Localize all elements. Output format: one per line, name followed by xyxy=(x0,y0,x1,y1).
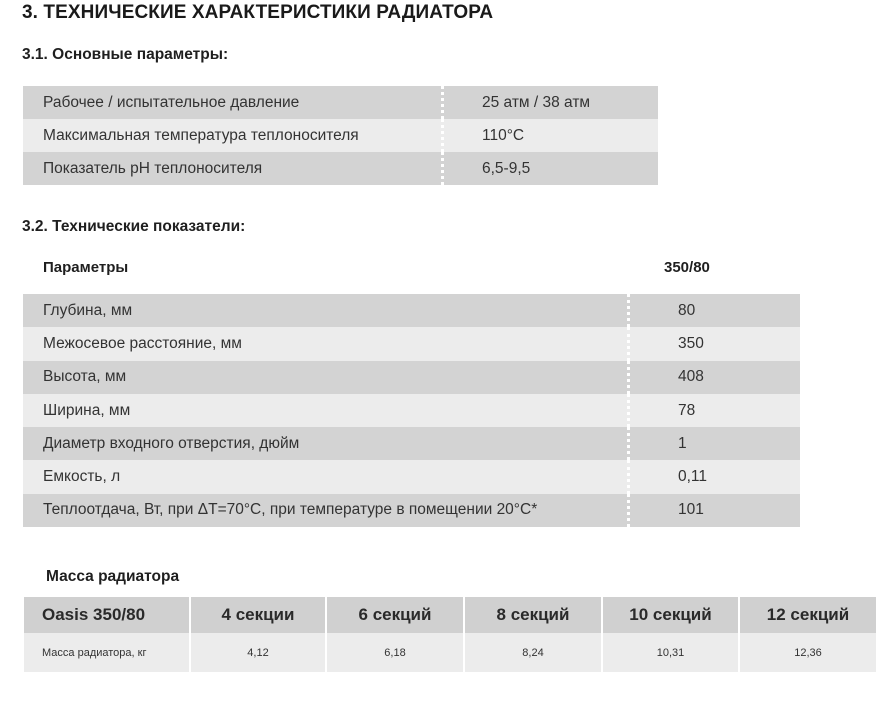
table-row xyxy=(23,361,800,394)
technical-indicators-table xyxy=(23,294,800,527)
param-label: Показатель рН теплоносителя xyxy=(23,152,443,185)
param-label: Емкость, л xyxy=(23,460,629,493)
column-header: 6 секций xyxy=(326,597,464,633)
param-value: 80 xyxy=(629,294,801,327)
mass-value: 6,18 xyxy=(326,633,464,672)
section-1-title: 3.1. Основные параметры: xyxy=(22,46,229,63)
table-row xyxy=(23,494,800,527)
param-label: Теплоотдача, Вт, при ΔТ=70°С, при температуре в помещении 20°С* xyxy=(23,494,629,527)
param-value: 408 xyxy=(629,361,801,394)
table-row xyxy=(23,394,800,427)
param-value: 6,5-9,5 xyxy=(443,152,659,185)
table-row xyxy=(23,427,800,460)
param-value: 25 атм / 38 атм xyxy=(443,86,659,119)
radiator-mass-table xyxy=(24,597,876,672)
param-label: Межосевое расстояние, мм xyxy=(23,327,629,360)
param-value: 0,11 xyxy=(629,460,801,493)
param-value: 78 xyxy=(629,394,801,427)
param-value: 350 xyxy=(629,327,801,360)
row-label: Масса радиатора, кг xyxy=(24,633,190,672)
param-label: Диаметр входного отверстия, дюйм xyxy=(23,427,629,460)
param-label: Максимальная температура теплоносителя xyxy=(23,119,443,152)
column-header: 4 секции xyxy=(190,597,326,633)
document-heading: 3. ТЕХНИЧЕСКИЕ ХАРАКТЕРИСТИКИ РАДИАТОРА xyxy=(22,2,494,23)
table-row xyxy=(23,119,658,152)
column-header: 10 секций xyxy=(602,597,739,633)
param-label: Глубина, мм xyxy=(23,294,629,327)
column-header: 12 секций xyxy=(739,597,876,633)
section-3-title: Масса радиатора xyxy=(46,568,180,585)
table-header-row xyxy=(24,597,876,633)
table-row xyxy=(23,86,658,119)
model-header: Oasis 350/80 xyxy=(24,597,190,633)
params-header-label: Параметры xyxy=(43,259,129,276)
column-header: 8 секций xyxy=(464,597,602,633)
table-row xyxy=(23,152,658,185)
param-label: Высота, мм xyxy=(23,361,629,394)
params-header-value: 350/80 xyxy=(664,259,710,276)
basic-parameters-table xyxy=(23,86,658,185)
mass-value: 10,31 xyxy=(602,633,739,672)
table-row xyxy=(23,327,800,360)
mass-value: 4,12 xyxy=(190,633,326,672)
mass-value: 8,24 xyxy=(464,633,602,672)
table-row xyxy=(24,633,876,672)
table-row xyxy=(23,294,800,327)
param-label: Рабочее / испытательное давление xyxy=(23,86,443,119)
param-label: Ширина, мм xyxy=(23,394,629,427)
param-value: 110°С xyxy=(443,119,659,152)
section-2-title: 3.2. Технические показатели: xyxy=(22,218,246,235)
param-value: 101 xyxy=(629,494,801,527)
param-value: 1 xyxy=(629,427,801,460)
table-row xyxy=(23,460,800,493)
mass-value: 12,36 xyxy=(739,633,876,672)
